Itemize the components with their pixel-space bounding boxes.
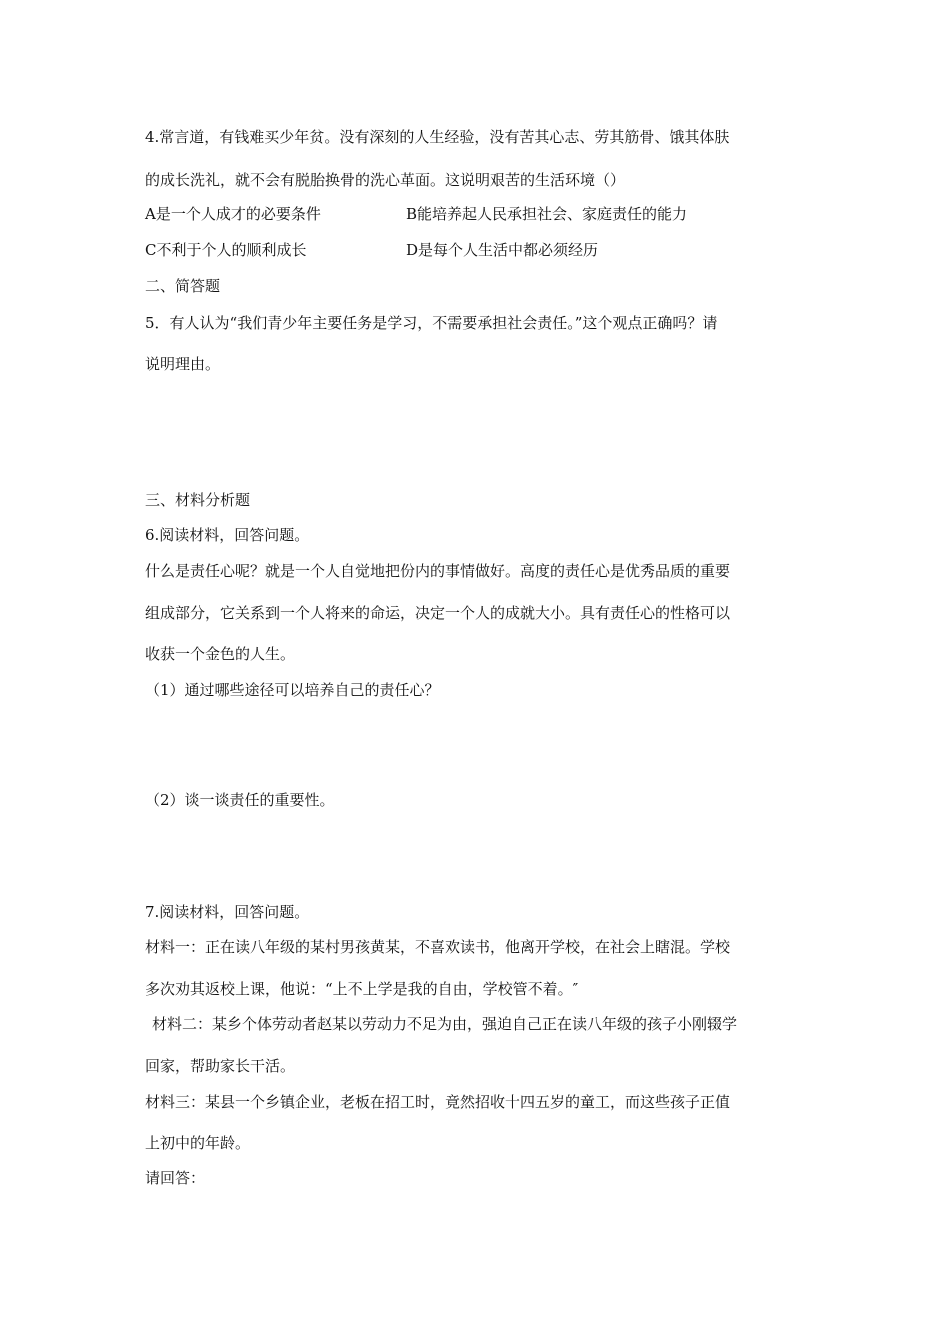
q4-option-b: B能培养起人民承担社会、家庭责任的能力: [406, 205, 688, 223]
q4-option-d: D是每个人生活中都必须经历: [406, 241, 599, 259]
q7-answer-prompt: 请回答：: [145, 1169, 206, 1187]
q6-material-line-3: 收获一个金色的人生。: [145, 645, 296, 663]
q6-material-line-1: 什么是责任心呢？就是一个人自觉地把份内的事情做好。高度的责任心是优秀品质的重要: [145, 562, 731, 580]
q6-title: 6.阅读材料，回答问题。: [145, 526, 310, 544]
q5-line-1: 5．有人认为“我们青少年主要任务是学习，不需要承担社会责任。”这个观点正确吗？请: [145, 314, 718, 332]
section-3-title: 三、材料分析题: [145, 491, 251, 509]
q4-option-a: A是一个人成才的必要条件: [145, 205, 321, 223]
q6-sub-question-2: （2）谈一谈责任的重要性。: [145, 791, 335, 809]
q6-material-line-2: 组成部分，它关系到一个人将来的命运，决定一个人的成就大小。具有责任心的性格可以: [145, 604, 731, 622]
q4-line-2: 的成长洗礼，就不会有脱胎换骨的洗心革面。这说明艰苦的生活环境（）: [145, 171, 626, 189]
section-2-title: 二、简答题: [145, 277, 221, 295]
q4-option-c: C不利于个人的顺利成长: [145, 241, 307, 259]
q6-sub-question-1: （1）通过哪些途径可以培养自己的责任心？: [145, 681, 440, 699]
q4-line-1: 4.常言道，有钱难买少年贫。没有深刻的人生经验，没有苦其心志、劳其筋骨、饿其体肤: [145, 128, 730, 146]
q5-line-2: 说明理由。: [145, 355, 221, 373]
q7-material-1-line-1: 材料一：正在读八年级的某村男孩黄某，不喜欢读书，他离开学校，在社会上瞎混。学校: [145, 938, 731, 956]
q7-material-2-line-2: 回家，帮助家长干活。: [145, 1057, 296, 1075]
q7-material-3-line-1: 材料三：某县一个乡镇企业，老板在招工时，竟然招收十四五岁的童工，而这些孩子正值: [145, 1093, 731, 1111]
q7-material-2-line-1: 材料二：某乡个体劳动者赵某以劳动力不足为由，强迫自己正在读八年级的孩子小刚辍学: [152, 1015, 738, 1033]
q7-title: 7.阅读材料，回答问题。: [145, 903, 310, 921]
q7-material-1-line-2: 多次劝其返校上课，他说：“上不上学是我的自由，学校管不着。″: [145, 980, 579, 998]
q7-material-3-line-2: 上初中的年龄。: [145, 1134, 251, 1152]
